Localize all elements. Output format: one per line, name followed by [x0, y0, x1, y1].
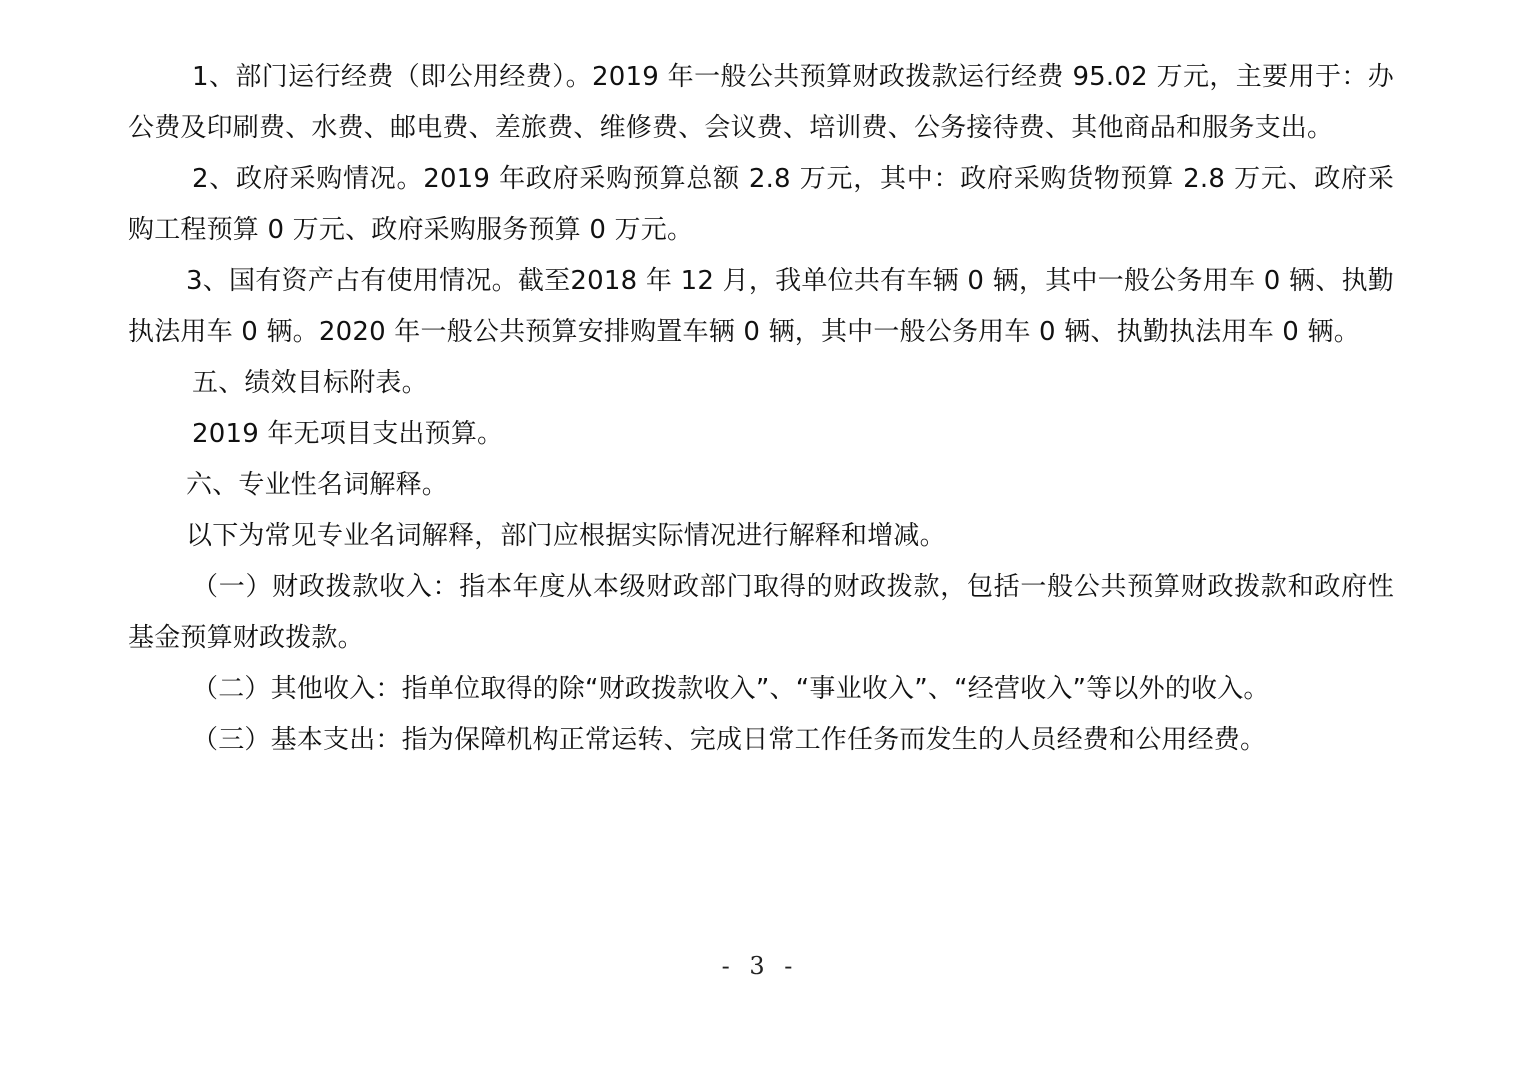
term-basic-expenditure: （三）基本支出：指为保障机构正常运转、完成日常工作任务而发生的人员经费和公用经费。 [192, 725, 1267, 755]
paragraph-government-procurement: 2、政府采购情况。2019 年政府采购预算总额 2.8 万元，其中：政府采购货物预算 2.8 万元、政府采购工程预算 0 万元、政府采购服务预算 0 万元。 [128, 164, 1394, 245]
paragraph-operating-expenses: 1、部门运行经费（即公用经费）。2019 年一般公共预算财政拨款运行经费 95.02 万元，主要用于：办公费及印刷费、水费、邮电费、差旅费、维修费、会议费、培训费、公务接待费、其他商品和服务支出。 [128, 62, 1394, 143]
paragraph-no-project-budget: 2019 年无项目支出预算。 [192, 419, 504, 449]
document-body [128, 52, 1394, 766]
term-other-income: （二）其他收入：指单位取得的除“财政拨款收入”、“事业收入”、“经营收入”等以外的收入。 [192, 674, 1270, 704]
section-heading-terms: 六、专业性名词解释。 [186, 470, 449, 500]
section-heading-performance-targets: 五、绩效目标附表。 [192, 368, 428, 398]
paragraph-terms-intro: 以下为常见专业名词解释，部门应根据实际情况进行解释和增减。 [186, 521, 946, 551]
term-fiscal-appropriation-income: （一）财政拨款收入：指本年度从本级财政部门取得的财政拨款，包括一般公共预算财政拨款和政府性基金预算财政拨款。 [128, 572, 1394, 653]
paragraph-state-assets: 3、国有资产占有使用情况。截至2018 年 12 月，我单位共有车辆 0 辆，其中一般公务用车 0 辆、执勤执法用车 0 辆。2020 年一般公共预算安排购置车辆 0 辆，其中一般公务用车 0 辆、执勤执法用车 0 辆。 [128, 266, 1394, 347]
page-number: - 3 - [721, 952, 799, 980]
